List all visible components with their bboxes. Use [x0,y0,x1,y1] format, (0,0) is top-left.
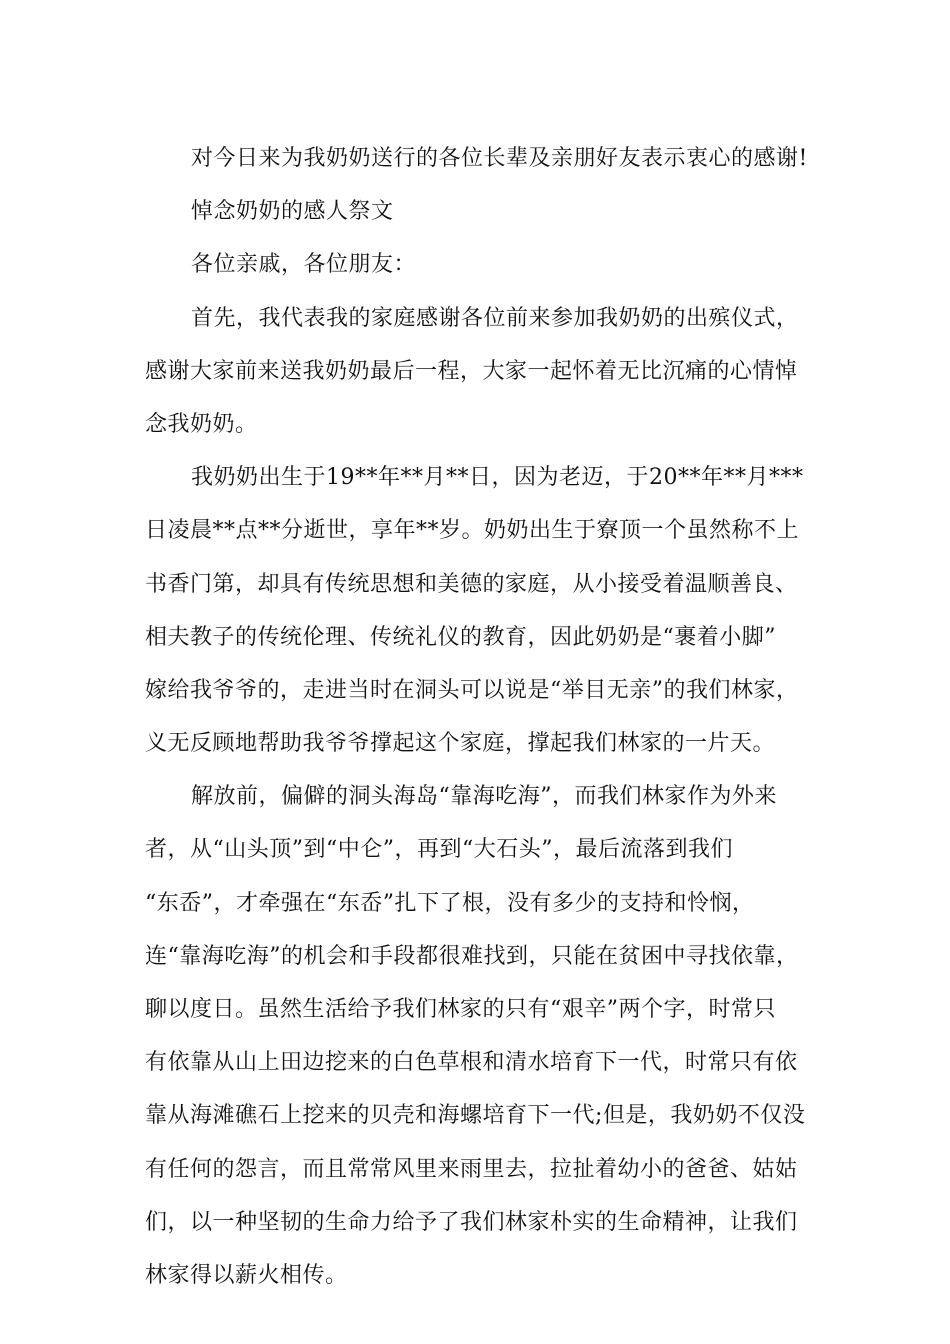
text-line: 念我奶奶。 [145,411,258,437]
text-line: 连“靠海吃海”的机会和手段都很难找到，只能在贫困中寻找依靠， [145,943,799,969]
text-line: 首先，我代表我的家庭感谢各位前来参加我奶奶的出殡仪式， [191,305,799,331]
text-line: 嫁给我爷爷的，走进当时在洞头可以说是“举目无亲”的我们林家， [145,677,799,703]
text-line: 我奶奶出生于19**年**月**日，因为老迈，于20**年**月*** [191,465,804,491]
text-line: 书香门第，却具有传统思想和美德的家庭，从小接受着温顺善良、 [145,571,798,597]
text-line: 有依靠从山上田边挖来的白色草根和清水培育下一代，时常只有依 [145,1050,798,1076]
text-line: 有任何的怨言，而且常常风里来雨里去，拉扯着幼小的爸爸、姑姑 [145,1156,798,1182]
text-line: 日凌晨**点**分逝世，享年**岁。奶奶出生于寮顶一个虽然称不上 [145,518,800,544]
text-line: 义无反顾地帮助我爷爷撑起这个家庭，撑起我们林家的一片天。 [145,731,776,757]
text-line: 悼念奶奶的感人祭文 [191,199,394,225]
text-line: “东岙”，才牵强在“东岙”扎下了根，没有多少的支持和怜悯， [145,890,755,916]
text-line: 们，以一种坚韧的生命力给予了我们林家朴实的生命精神，让我们 [145,1209,798,1235]
text-line: 感谢大家前来送我奶奶最后一程，大家一起怀着无比沉痛的心情悼 [145,358,798,384]
text-line: 林家得以薪火相传。 [145,1262,348,1288]
text-line: 解放前，偏僻的洞头海岛“靠海吃海”，而我们林家作为外来 [191,784,777,810]
text-line: 聊以度日。虽然生活给予我们林家的只有“艰辛”两个字，时常只 [145,997,776,1022]
document-body [145,132,825,1302]
text-line: 各位亲戚，各位朋友： [191,252,417,278]
text-line: 者，从“山头顶”到“中仑”，再到“大石头”，最后流落到我们 [145,837,733,863]
text-line: 对今日来为我奶奶送行的各位长辈及亲朋好友表示衷心的感谢! [191,146,808,171]
text-line: 相夫教子的传统伦理、传统礼仪的教育，因此奶奶是“裹着小脚” [145,624,776,650]
text-line: 靠从海滩礁石上挖来的贝壳和海螺培育下一代;但是，我奶奶不仅没 [145,1103,806,1129]
